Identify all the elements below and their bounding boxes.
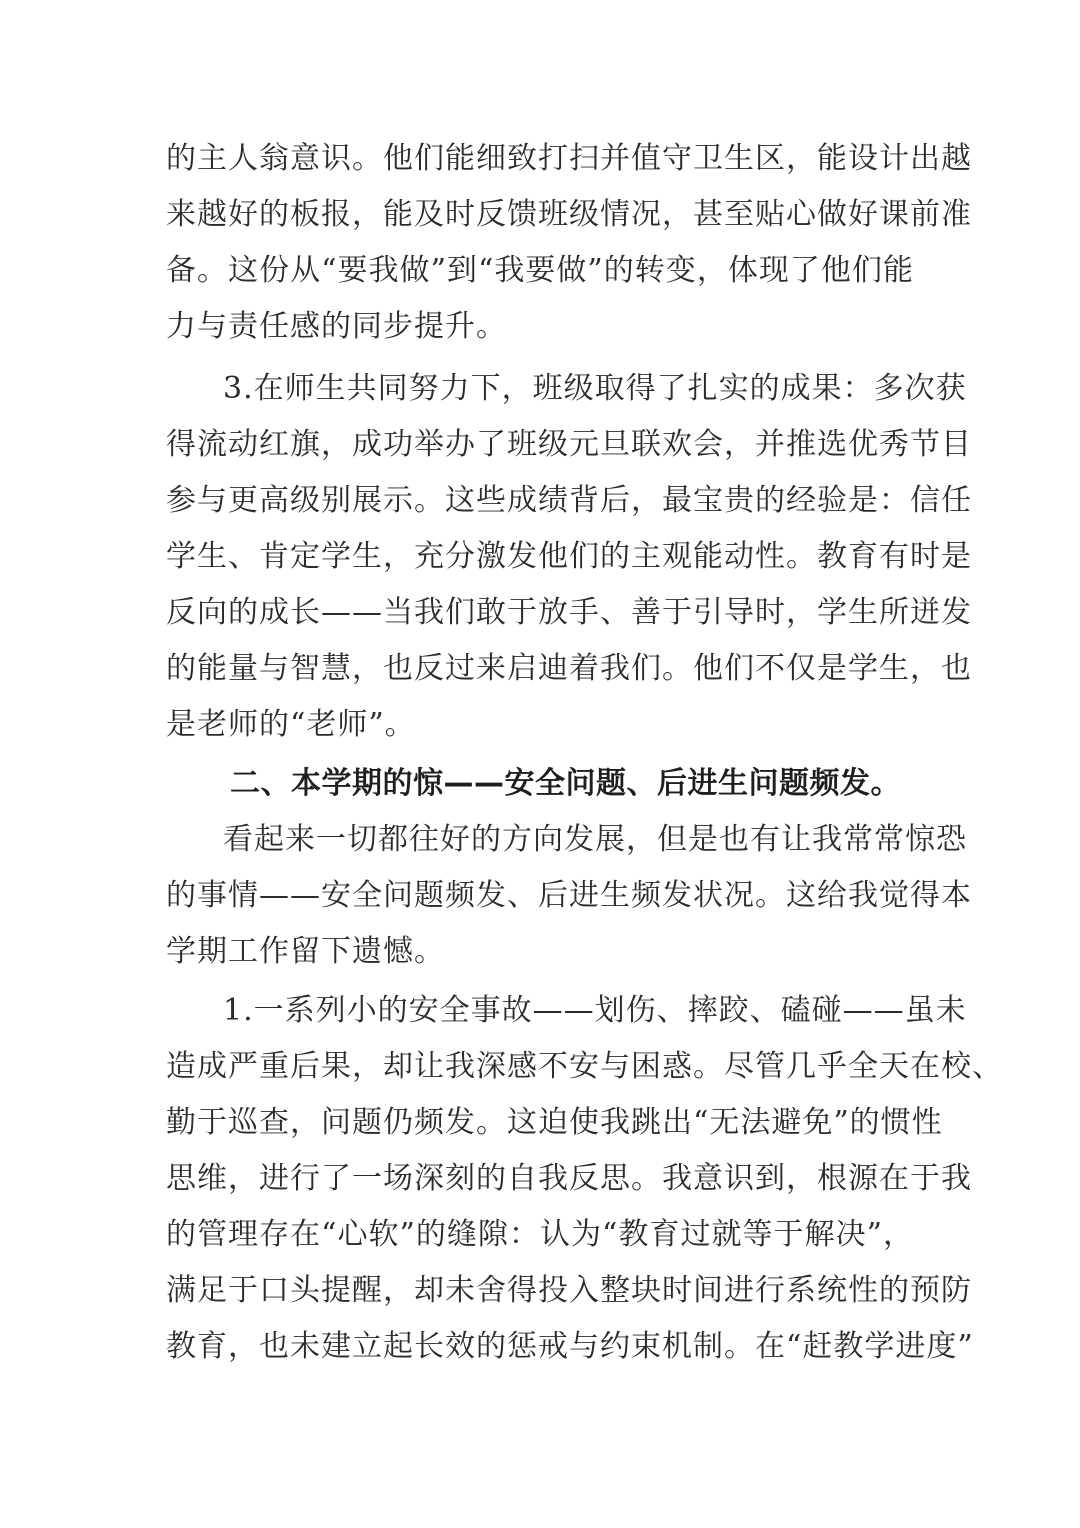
- text-line: 教育，也未建立起长效的惩戒与约束机制。在“赶教学进度”: [166, 1329, 974, 1364]
- text-line: 学生、肯定学生，充分激发他们的主观能动性。教育有时是: [166, 539, 972, 574]
- text-line: 力与责任感的同步提升。: [166, 309, 507, 344]
- text-line: 的事情——安全问题频发、后进生频发状况。这给我觉得本: [166, 878, 972, 913]
- text-line: 反向的成长——当我们敢于放手、善于引导时，学生所迸发: [166, 595, 972, 630]
- text-line: 来越好的板报，能及时反馈班级情况，甚至贴心做好课前准: [166, 197, 972, 232]
- text-line: 勤于巡查，问题仍频发。这迫使我跳出“无法避免”的惯性: [166, 1105, 943, 1140]
- section-heading: 二、本学期的惊——安全问题、后进生问题频发。: [230, 766, 901, 801]
- text-line: 备。这份从“要我做”到“我要做”的转变，体现了他们能: [166, 253, 914, 288]
- text-line: 3.在师生共同努力下，班级取得了扎实的成果：多次获: [223, 371, 967, 406]
- text-line: 的能量与智慧，也反过来启迪着我们。他们不仅是学生，也: [166, 651, 972, 686]
- text-line: 是老师的“老师”。: [166, 707, 416, 742]
- text-line: 造成严重后果，却让我深感不安与困惑。尽管几乎全天在校、: [166, 1049, 1003, 1084]
- text-line: 1.一系列小的安全事故——划伤、摔跤、磕碰——虽未: [223, 993, 967, 1028]
- text-line: 看起来一切都往好的方向发展，但是也有让我常常惊恐: [223, 822, 967, 857]
- text-line: 满足于口头提醒，却未舍得投入整块时间进行系统性的预防: [166, 1273, 972, 1308]
- text-line: 思维，进行了一场深刻的自我反思。我意识到，根源在于我: [166, 1161, 972, 1196]
- text-line: 参与更高级别展示。这些成绩背后，最宝贵的经验是：信任: [166, 483, 972, 518]
- text-line: 的主人翁意识。他们能细致打扫并值守卫生区，能设计出越: [166, 141, 972, 176]
- text-line: 得流动红旗，成功举办了班级元旦联欢会，并推选优秀节目: [166, 427, 972, 462]
- text-line: 学期工作留下遗憾。: [166, 934, 445, 969]
- text-line: 的管理存在“心软”的缝隙：认为“教育过就等于解决”，: [166, 1217, 914, 1252]
